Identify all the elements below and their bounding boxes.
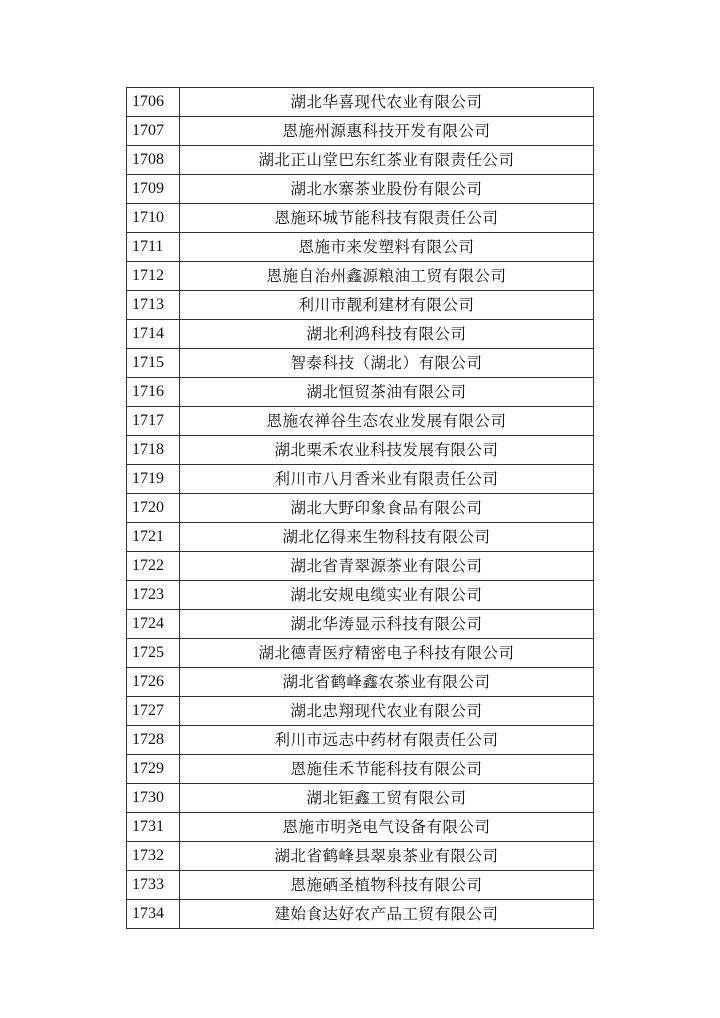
company-name-cell: 恩施佳禾节能科技有限公司 [180, 755, 594, 784]
table-row [127, 233, 594, 262]
company-name-cell: 湖北华涛显示科技有限公司 [180, 610, 594, 639]
table-row [127, 494, 594, 523]
row-number-cell: 1716 [127, 378, 180, 407]
company-name-cell: 湖北安规电缆实业有限公司 [180, 581, 594, 610]
table-row [127, 262, 594, 291]
row-number-cell: 1717 [127, 407, 180, 436]
table-row [127, 639, 594, 668]
company-name-cell: 恩施农禅谷生态农业发展有限公司 [180, 407, 594, 436]
row-number-cell: 1720 [127, 494, 180, 523]
table-row [127, 610, 594, 639]
table-row [127, 871, 594, 900]
table-row [127, 755, 594, 784]
row-number-cell: 1719 [127, 465, 180, 494]
company-name-cell: 恩施市来发塑料有限公司 [180, 233, 594, 262]
company-name-cell: 恩施环城节能科技有限责任公司 [180, 204, 594, 233]
company-name-cell: 恩施硒圣植物科技有限公司 [180, 871, 594, 900]
table-row [127, 378, 594, 407]
table-row [127, 523, 594, 552]
table-row [127, 117, 594, 146]
row-number-cell: 1714 [127, 320, 180, 349]
table-row [127, 436, 594, 465]
row-number-cell: 1721 [127, 523, 180, 552]
table-row [127, 813, 594, 842]
row-number-cell: 1715 [127, 349, 180, 378]
table-row [127, 320, 594, 349]
row-number-cell: 1734 [127, 900, 180, 929]
row-number-cell: 1726 [127, 668, 180, 697]
table-row [127, 407, 594, 436]
row-number-cell: 1709 [127, 175, 180, 204]
company-name-cell: 恩施市明尧电气设备有限公司 [180, 813, 594, 842]
row-number-cell: 1722 [127, 552, 180, 581]
table-row [127, 88, 594, 117]
company-name-cell: 利川市靓利建材有限公司 [180, 291, 594, 320]
row-number-cell: 1732 [127, 842, 180, 871]
company-name-cell: 智泰科技（湖北）有限公司 [180, 349, 594, 378]
company-name-cell: 湖北恒贸茶油有限公司 [180, 378, 594, 407]
row-number-cell: 1729 [127, 755, 180, 784]
row-number-cell: 1724 [127, 610, 180, 639]
table-row [127, 726, 594, 755]
row-number-cell: 1733 [127, 871, 180, 900]
table-row [127, 349, 594, 378]
company-name-cell: 利川市远志中药材有限责任公司 [180, 726, 594, 755]
company-name-cell: 湖北亿得来生物科技有限公司 [180, 523, 594, 552]
table-row [127, 175, 594, 204]
row-number-cell: 1713 [127, 291, 180, 320]
company-name-cell: 恩施自治州鑫源粮油工贸有限公司 [180, 262, 594, 291]
company-name-cell: 湖北水寨茶业股份有限公司 [180, 175, 594, 204]
row-number-cell: 1711 [127, 233, 180, 262]
company-list-body [127, 88, 594, 929]
company-name-cell: 利川市八月香米业有限责任公司 [180, 465, 594, 494]
table-row [127, 697, 594, 726]
row-number-cell: 1707 [127, 117, 180, 146]
company-name-cell: 湖北利鸿科技有限公司 [180, 320, 594, 349]
company-name-cell: 湖北忠翔现代农业有限公司 [180, 697, 594, 726]
table-row [127, 842, 594, 871]
row-number-cell: 1731 [127, 813, 180, 842]
company-name-cell: 湖北省青翠源茶业有限公司 [180, 552, 594, 581]
row-number-cell: 1718 [127, 436, 180, 465]
table-row [127, 668, 594, 697]
table-row [127, 291, 594, 320]
row-number-cell: 1725 [127, 639, 180, 668]
row-number-cell: 1728 [127, 726, 180, 755]
table-row [127, 784, 594, 813]
company-name-cell: 湖北华喜现代农业有限公司 [180, 88, 594, 117]
table-row [127, 900, 594, 929]
table-row [127, 581, 594, 610]
row-number-cell: 1708 [127, 146, 180, 175]
row-number-cell: 1712 [127, 262, 180, 291]
company-name-cell: 湖北省鹤峰鑫农茶业有限公司 [180, 668, 594, 697]
table-row [127, 552, 594, 581]
row-number-cell: 1730 [127, 784, 180, 813]
row-number-cell: 1706 [127, 88, 180, 117]
table-row [127, 465, 594, 494]
company-name-cell: 湖北正山堂巴东红茶业有限责任公司 [180, 146, 594, 175]
table-row [127, 146, 594, 175]
company-list-table [126, 87, 594, 929]
company-name-cell: 湖北大野印象食品有限公司 [180, 494, 594, 523]
company-name-cell: 湖北栗禾农业科技发展有限公司 [180, 436, 594, 465]
company-name-cell: 湖北德青医疗精密电子科技有限公司 [180, 639, 594, 668]
company-name-cell: 恩施州源惠科技开发有限公司 [180, 117, 594, 146]
company-name-cell: 建始食达好农产品工贸有限公司 [180, 900, 594, 929]
row-number-cell: 1723 [127, 581, 180, 610]
row-number-cell: 1710 [127, 204, 180, 233]
company-name-cell: 湖北省鹤峰县翠泉茶业有限公司 [180, 842, 594, 871]
table-row [127, 204, 594, 233]
row-number-cell: 1727 [127, 697, 180, 726]
company-name-cell: 湖北钜鑫工贸有限公司 [180, 784, 594, 813]
